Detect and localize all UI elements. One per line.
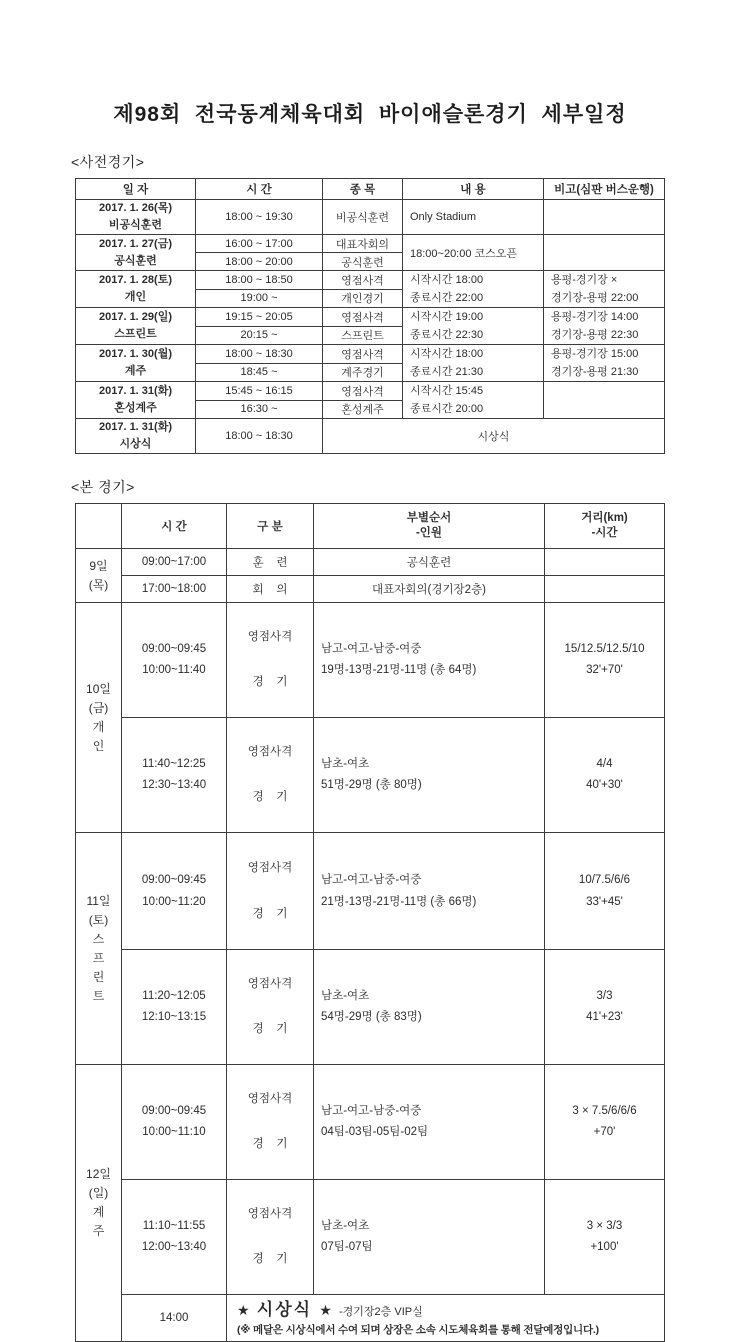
distance-line: 15/12.5/12.5/10 [564,643,645,655]
cell-order [314,718,545,833]
time-line: 11:10~11:55 [142,1220,206,1232]
time-line: 11:20~12:05 [142,990,206,1002]
cell-date [76,235,196,271]
day-line: (금) [88,700,109,715]
header-distance [545,504,665,549]
table-row [76,200,665,235]
cell-detail: 18:00~20:00 코스오픈 [403,235,544,271]
time-line: 09:00~09:45 [141,643,207,655]
cell-group: 회 의 [227,576,314,603]
date-line: 2017. 1. 29(일) [98,311,172,323]
order-line: 19명-13명-21명-11명 (총 64명) [321,664,477,676]
order-line: 남초-여초 [321,758,370,770]
group-line: 경 기 [252,791,288,803]
table-row [76,950,665,1065]
detail-line: 종료시간 22:30 [410,329,484,341]
order-line: 남고-여고-남중-여중 [321,643,422,655]
header-day [76,504,122,549]
time-line: 12:30~13:40 [141,779,207,791]
day-line: 10일 [86,681,111,696]
table-row [76,235,665,253]
note-line: 용평-경기장 15:00 [551,348,639,360]
day-line: 트 [92,988,105,1003]
award-title: 시상식 [256,1299,313,1319]
header-order-line2: -인원 [415,527,443,539]
cell-time: 15:45 ~ 16:15 [196,382,323,401]
cell-note [544,382,665,419]
cell-event: 영점사격 [323,382,403,401]
cell-day-9 [76,549,122,603]
cell-detail [403,271,544,308]
header-time: 시 간 [196,179,323,200]
cell-time: 18:00 ~ 19:30 [196,200,323,235]
cell-date [76,419,196,454]
cell-time: 16:30 ~ [196,400,323,419]
cell-distance [545,1065,665,1180]
cell-note [544,308,665,345]
group-line: 경 기 [252,908,288,920]
time-line: 10:00~11:10 [142,1126,206,1138]
group-line: 영점사격 [247,1093,293,1105]
distance-line: 41'+23' [586,1011,623,1023]
header-order [314,504,545,549]
header-distance-line2: -시간 [591,527,618,539]
cell-group [227,833,314,950]
time-line: 09:00~09:45 [141,1105,207,1117]
date-event-label: 스프린트 [114,328,157,340]
cell-day-10 [76,603,122,833]
date-event-label: 시상식 [119,438,152,450]
date-line: 2017. 1. 31(화) [98,385,172,397]
day-line: 개 [92,719,105,734]
table-row [76,419,665,454]
table-row [76,833,665,950]
group-line: 영점사격 [247,1208,293,1220]
award-title-line [237,1299,664,1323]
distance-line: 10/7.5/6/6 [578,874,631,886]
main-table-header-row [76,504,665,549]
distance-line: 33'+45' [586,896,623,908]
cell-order [314,950,545,1065]
header-event: 종 목 [323,179,403,200]
cell-distance [545,576,665,603]
cell-detail [403,345,544,382]
header-distance-line1: 거리(km) [581,512,628,524]
distance-line: 3 × 7.5/6/6/6 [572,1105,637,1117]
cell-day-12 [76,1065,122,1342]
order-line: 07팀-07팀 [321,1241,373,1253]
table-row [76,718,665,833]
header-date: 일 자 [76,179,196,200]
cell-event: 개인경기 [323,289,403,308]
cell-order [314,603,545,718]
cell-distance [545,549,665,576]
cell-event: 영점사격 [323,308,403,327]
header-note: 비고(심판 버스운행) [544,179,665,200]
main-competition-table [75,503,665,1342]
cell-event: 스프린트 [323,326,403,345]
cell-time: 20:15 ~ [196,326,323,345]
detail-line: 종료시간 21:30 [410,366,484,378]
order-line: 남고-여고-남중-여중 [321,874,422,886]
group-line: 경 기 [252,1253,288,1265]
cell-event: 영점사격 [323,271,403,290]
date-line: 2017. 1. 26(목) [98,202,172,214]
day-line: 계 [92,1205,105,1219]
cell-group [227,603,314,718]
date-event-label: 계주 [124,365,147,377]
day-line: 주 [92,1224,105,1238]
cell-detail [403,308,544,345]
cell-event: 혼성계주 [323,400,403,419]
time-line: 10:00~11:20 [142,896,206,908]
cell-distance [545,833,665,950]
section-main-label: <본 경기> [71,479,135,495]
cell-time [122,1065,227,1180]
cell-time: 18:45 ~ [196,363,323,382]
table-row [76,1180,665,1295]
header-order-line1: 부별순서 [406,512,452,524]
detail-line: 시작시간 19:00 [410,311,484,323]
table-row [76,576,665,603]
time-line: 11:40~12:25 [142,758,206,770]
detail-line: 시작시간 15:45 [410,385,484,397]
note-line: 용평-경기장 14:00 [551,311,639,323]
cell-event: 영점사격 [323,345,403,364]
detail-line: 시작시간 18:00 [410,348,484,360]
group-line: 영점사격 [247,862,293,874]
order-line: 04팀-03팀-05팀-02팀 [321,1126,429,1138]
cell-time: 17:00~18:00 [122,576,227,603]
cell-distance [545,603,665,718]
cell-event: 공식훈련 [323,253,403,271]
distance-line: +70' [593,1126,616,1138]
date-line: 2017. 1. 30(월) [98,348,172,360]
day-line: 스 [92,931,105,946]
note-line: 경기장-용평 22:30 [551,329,639,341]
star-icon: ★ [237,1301,250,1318]
group-line: 영점사격 [247,746,293,758]
cell-group: 훈 련 [227,549,314,576]
day-line: 프 [92,950,105,965]
cell-award-ceremony [227,1295,665,1342]
cell-distance [545,718,665,833]
date-line: 2017. 1. 31(화) [98,421,172,433]
table-row [76,549,665,576]
cell-time: 18:00 ~ 18:50 [196,271,323,290]
distance-line: 4/4 [596,758,613,770]
award-note: (※ 메달은 시상식에서 수여 되며 상장은 소속 시도체육회를 통해 전달예정입니다.) [237,1323,599,1336]
cell-date [76,308,196,345]
order-line: 남초-여초 [321,1220,370,1232]
time-line: 12:00~13:40 [141,1241,207,1253]
cell-time: 18:00 ~ 18:30 [196,345,323,364]
cell-time [122,603,227,718]
group-line: 경 기 [252,1023,288,1035]
time-line: 10:00~11:40 [142,664,206,676]
distance-line: 32'+70' [586,664,623,676]
distance-line: 3/3 [596,990,613,1002]
cell-event: 대표자회의 [323,235,403,253]
cell-note [544,271,665,308]
award-location: -경기장2층 VIP실 [339,1305,423,1318]
note-line: 용평-경기장 × [551,274,618,286]
order-line: 21명-13명-21명-11명 (총 66명) [321,896,477,908]
cell-group [227,950,314,1065]
cell-group [227,1180,314,1295]
cell-order [314,1180,545,1295]
time-line: 09:00~09:45 [141,874,207,886]
cell-time: 14:00 [122,1295,227,1342]
cell-time: 18:00 ~ 20:00 [196,253,323,271]
date-event-label: 혼성계주 [114,402,157,414]
date-line: 2017. 1. 28(토) [98,274,172,286]
header-group: 구 분 [227,504,314,549]
star-icon: ★ [319,1301,332,1318]
cell-time [122,718,227,833]
cell-date [76,200,196,235]
date-event-label: 비공식훈련 [108,219,163,231]
table-row [76,1065,665,1180]
group-line: 영점사격 [247,631,293,643]
cell-time: 09:00~17:00 [122,549,227,576]
day-line: 인 [92,738,105,753]
cell-time: 18:00 ~ 18:30 [196,419,323,454]
cell-ceremony-merged: 시상식 [323,419,665,454]
cell-time [122,833,227,950]
detail-line: 종료시간 22:00 [410,292,484,304]
day-line: 12일 [86,1167,111,1181]
distance-line: 40'+30' [586,779,623,791]
cell-date [76,382,196,419]
cell-day-11 [76,833,122,1065]
group-line: 경 기 [252,1138,288,1150]
table-row [76,345,665,364]
day-line: 11일 [86,893,111,908]
cell-event: 비공식훈련 [323,200,403,235]
header-detail: 내 용 [403,179,544,200]
day-line: (목) [88,577,109,592]
cell-distance [545,950,665,1065]
cell-date [76,345,196,382]
section-pre-label: <사전경기> [71,154,145,170]
cell-detail [403,382,544,419]
day-line: (토) [88,912,109,927]
cell-time [122,1180,227,1295]
group-line: 경 기 [252,676,288,688]
day-line: 9일 [89,558,108,573]
cell-note [544,235,665,271]
table-row [76,603,665,718]
table-row [76,271,665,290]
pre-table-header-row [76,179,665,200]
order-line: 남고-여고-남중-여중 [321,1105,422,1117]
cell-note [544,345,665,382]
detail-line: 종료시간 20:00 [410,403,484,415]
cell-time: 19:15 ~ 20:05 [196,308,323,327]
cell-group [227,718,314,833]
day-line: 린 [92,969,105,984]
header-time: 시 간 [122,504,227,549]
cell-time: 19:00 ~ [196,289,323,308]
note-line: 경기장-용평 21:30 [551,366,639,378]
cell-date [76,271,196,308]
order-line: 54명-29명 (총 83명) [321,1011,422,1023]
date-event-label: 개인 [124,291,147,303]
cell-order [314,833,545,950]
date-event-label: 공식훈련 [114,254,157,267]
distance-line: +100' [590,1241,619,1253]
day-line: (일) [88,1186,109,1200]
cell-order [314,1065,545,1180]
cell-time: 16:00 ~ 17:00 [196,235,323,253]
table-row [76,382,665,401]
cell-order: 대표자회의(경기장2층) [314,576,545,603]
cell-time [122,950,227,1065]
distance-line: 3 × 3/3 [586,1220,623,1232]
page-title: 제98회 전국동계체육대회 바이애슬론경기 세부일정 [113,103,627,126]
order-line: 51명-29명 (총 80명) [321,779,422,791]
table-row [76,308,665,327]
cell-note [544,200,665,235]
note-line: 경기장-용평 22:00 [551,292,639,304]
date-line: 2017. 1. 27(금) [98,237,172,250]
award-ceremony-row [76,1295,665,1342]
cell-distance [545,1180,665,1295]
order-line: 남초-여초 [321,990,370,1002]
group-line: 영점사격 [247,978,293,990]
cell-event: 계주경기 [323,363,403,382]
time-line: 12:10~13:15 [141,1011,207,1023]
pre-competition-table [75,178,665,454]
cell-order: 공식훈련 [314,549,545,576]
cell-group [227,1065,314,1180]
cell-detail: Only Stadium [403,200,544,235]
detail-line: 시작시간 18:00 [410,274,484,286]
